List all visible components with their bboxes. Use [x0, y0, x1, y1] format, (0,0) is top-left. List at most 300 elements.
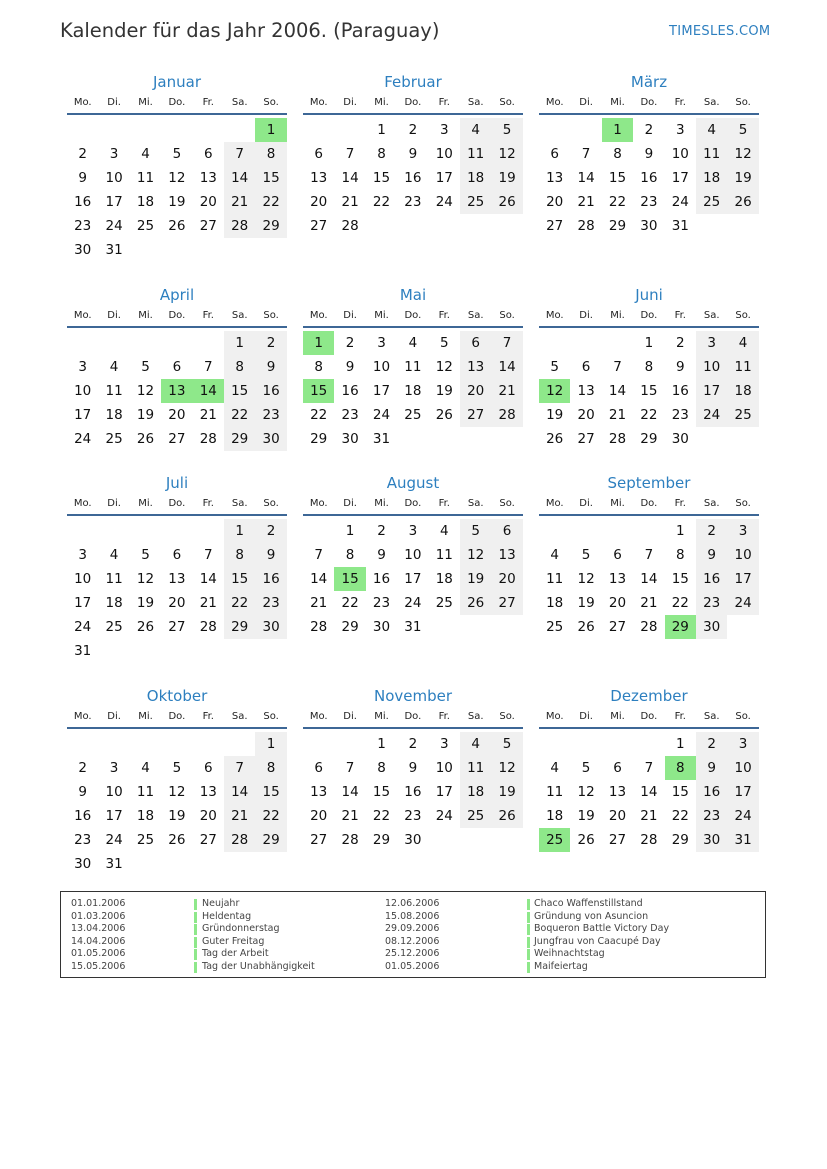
day-cell: 21 [199, 595, 217, 611]
day-cell: 17 [671, 170, 689, 186]
weekday-header: Sa. [467, 310, 484, 321]
day-cell: 7 [224, 756, 255, 780]
day-cell: 1 [377, 122, 386, 138]
day-cell: 28 [341, 832, 359, 848]
weekday-header: Mo. [545, 711, 564, 722]
day-cell: 15 [640, 383, 658, 399]
weekday-header: Fr. [438, 310, 450, 321]
day-cell: 9 [696, 756, 727, 780]
day-cell-holiday: 1 [303, 331, 334, 355]
day-cell: 21 [341, 194, 359, 210]
day-cell: 9 [408, 146, 418, 162]
month-rule [303, 113, 523, 115]
day-cell: 8 [644, 359, 654, 375]
holiday-marker [194, 962, 197, 973]
day-cell: 28 [640, 832, 658, 848]
day-cell: 31 [372, 431, 391, 447]
day-cell: 7 [314, 547, 323, 563]
day-cell: 26 [546, 431, 564, 447]
day-cell: 7 [345, 760, 355, 776]
day-cell: 4 [109, 547, 119, 563]
weekday-header: So. [263, 310, 279, 321]
day-cell: 24 [404, 595, 422, 611]
weekday-header: Sa. [231, 498, 248, 509]
holiday-name: Jungfrau von Caacupé Day [534, 935, 661, 947]
weekday-header: So. [735, 97, 751, 108]
month-rule [67, 113, 287, 115]
day-cell: 11 [136, 170, 155, 186]
day-cell: 19 [136, 407, 155, 423]
month-rule [67, 514, 287, 516]
day-cell: 2 [696, 732, 727, 756]
month-rule [303, 727, 523, 729]
holiday-name: Weihnachtstag [534, 948, 605, 959]
day-cell: 19 [577, 808, 595, 824]
holiday-date: 29.09.2006 [385, 923, 440, 934]
day-cell: 1 [224, 331, 255, 355]
day-cell: 17 [105, 194, 123, 210]
day-cell: 9 [696, 543, 727, 567]
day-cell: 10 [105, 784, 123, 800]
day-cell: 19 [460, 567, 491, 591]
day-cell: 19 [491, 780, 522, 804]
holiday-marker [194, 924, 197, 935]
weekday-header: So. [735, 310, 751, 321]
day-cell: 28 [577, 218, 595, 234]
day-cell: 25 [105, 619, 123, 635]
weekday-header: So. [499, 310, 515, 321]
day-cell: 24 [671, 194, 689, 210]
day-cell: 27 [168, 431, 186, 447]
day-cell: 26 [491, 190, 522, 214]
day-cell: 6 [550, 146, 559, 162]
day-cell: 5 [581, 547, 591, 563]
weekday-header: So. [735, 711, 751, 722]
day-cell: 16 [671, 383, 689, 399]
weekday-header: Di. [107, 310, 121, 321]
day-cell: 15 [372, 784, 391, 800]
weekday-header: Mo. [73, 711, 92, 722]
day-cell: 22 [640, 407, 658, 423]
holiday-date: 01.01.2006 [71, 898, 126, 909]
weekday-header: Sa. [467, 711, 484, 722]
day-cell: 30 [696, 615, 727, 639]
weekday-header: Do. [168, 97, 186, 108]
day-cell: 30 [671, 431, 689, 447]
weekday-header: Do. [640, 498, 658, 509]
day-cell: 25 [546, 619, 564, 635]
day-cell: 28 [199, 431, 217, 447]
day-cell: 16 [255, 379, 286, 403]
holiday-marker [194, 912, 197, 923]
day-cell: 14 [341, 170, 359, 186]
site-link[interactable]: TIMESLES.COM [669, 24, 771, 39]
month-name: Februar [384, 73, 442, 91]
weekday-header: Di. [579, 711, 593, 722]
holiday-date: 12.06.2006 [385, 898, 440, 909]
day-cell-holiday: 1 [602, 118, 633, 142]
day-cell: 15 [608, 170, 627, 186]
day-cell: 21 [310, 595, 328, 611]
day-cell: 10 [105, 170, 123, 186]
day-cell: 21 [224, 190, 255, 214]
day-cell: 13 [491, 543, 522, 567]
day-cell: 11 [460, 756, 491, 780]
day-cell: 2 [255, 331, 286, 355]
holiday-marker [527, 937, 530, 948]
weekday-header: Do. [168, 310, 186, 321]
day-cell: 9 [345, 359, 355, 375]
day-cell: 6 [172, 359, 182, 375]
day-cell: 26 [491, 804, 522, 828]
day-cell: 7 [345, 146, 355, 162]
weekday-header: Fr. [202, 711, 214, 722]
day-cell: 1 [675, 736, 685, 752]
day-cell: 18 [546, 808, 564, 824]
day-cell: 19 [136, 595, 155, 611]
day-cell: 15 [224, 567, 255, 591]
weekday-header: Mi. [610, 310, 625, 321]
month-rule [67, 727, 287, 729]
day-cell: 29 [341, 619, 359, 635]
day-cell: 2 [377, 523, 386, 539]
weekday-header: Sa. [703, 310, 720, 321]
day-cell: 7 [203, 547, 213, 563]
month-name: April [159, 286, 195, 304]
day-cell: 16 [404, 784, 422, 800]
day-cell: 12 [168, 784, 186, 800]
day-cell: 7 [613, 359, 622, 375]
day-cell-holiday: 15 [334, 567, 365, 591]
holiday-name: Heldentag [202, 910, 252, 922]
day-cell: 7 [203, 359, 213, 375]
day-cell: 13 [577, 383, 595, 399]
day-cell: 1 [644, 335, 654, 351]
day-cell: 8 [224, 543, 255, 567]
day-cell: 20 [577, 407, 595, 423]
month-name: November [373, 687, 453, 705]
day-cell: 5 [581, 760, 591, 776]
day-cell: 9 [377, 547, 386, 563]
day-cell: 18 [136, 194, 155, 210]
day-cell: 4 [460, 732, 491, 756]
day-cell: 12 [577, 571, 595, 587]
day-cell: 19 [491, 166, 522, 190]
day-cell: 31 [727, 828, 758, 852]
day-cell: 9 [255, 543, 286, 567]
day-cell: 23 [671, 407, 689, 423]
day-cell: 25 [696, 190, 727, 214]
day-cell: 22 [310, 407, 328, 423]
day-cell: 26 [577, 619, 595, 635]
weekday-header: Sa. [467, 498, 484, 509]
day-cell: 21 [640, 808, 658, 824]
day-cell: 21 [224, 804, 255, 828]
weekday-header: So. [263, 498, 279, 509]
day-cell: 19 [577, 595, 595, 611]
holiday-name: Tag der Unabhängigkeit [202, 960, 315, 972]
day-cell-holiday: 12 [539, 379, 570, 403]
day-cell: 7 [644, 760, 654, 776]
day-cell: 19 [168, 194, 186, 210]
weekday-header: Mi. [374, 97, 389, 108]
day-cell: 26 [435, 407, 453, 423]
day-cell: 13 [546, 170, 564, 186]
day-cell: 13 [199, 170, 217, 186]
day-cell: 17 [105, 808, 123, 824]
day-cell: 3 [109, 146, 119, 162]
holiday-name: Maifeiertag [534, 960, 588, 972]
day-cell-holiday: 14 [193, 379, 224, 403]
day-cell: 24 [105, 218, 123, 234]
day-cell: 30 [255, 427, 286, 451]
weekday-header: Di. [107, 711, 121, 722]
weekday-header: Di. [579, 498, 593, 509]
day-cell: 5 [439, 335, 449, 351]
day-cell: 10 [435, 146, 453, 162]
day-cell: 3 [78, 359, 87, 375]
weekday-header: Do. [168, 711, 186, 722]
day-cell: 5 [460, 519, 491, 543]
day-cell: 1 [377, 736, 386, 752]
day-cell: 31 [671, 218, 689, 234]
day-cell: 2 [345, 335, 355, 351]
day-cell: 31 [404, 619, 422, 635]
day-cell: 27 [168, 619, 186, 635]
day-cell-holiday: 1 [255, 118, 286, 142]
weekday-header: Di. [579, 310, 593, 321]
month-name: Oktober [146, 687, 208, 705]
month-name: Mai [399, 286, 427, 304]
day-cell: 9 [675, 359, 685, 375]
day-cell: 26 [168, 218, 186, 234]
month-name: August [386, 474, 440, 492]
weekday-header: Di. [343, 498, 357, 509]
day-cell: 17 [435, 170, 453, 186]
day-cell: 8 [345, 547, 355, 563]
weekday-header: Fr. [674, 498, 686, 509]
day-cell: 6 [460, 331, 491, 355]
day-cell: 23 [696, 591, 727, 615]
day-cell: 15 [255, 780, 286, 804]
month-name: März [630, 73, 668, 91]
day-cell: 18 [727, 379, 758, 403]
day-cell: 23 [74, 832, 92, 848]
day-cell: 20 [168, 595, 186, 611]
day-cell: 10 [74, 383, 92, 399]
day-cell: 12 [577, 784, 595, 800]
holiday-date: 08.12.2006 [385, 935, 440, 947]
weekday-header: Mi. [138, 711, 153, 722]
weekday-header: So. [499, 498, 515, 509]
day-cell: 24 [435, 808, 453, 824]
day-cell: 17 [696, 379, 727, 403]
holiday-name: Neujahr [202, 898, 240, 909]
day-cell: 22 [372, 194, 391, 210]
day-cell: 2 [255, 519, 286, 543]
day-cell: 4 [109, 359, 119, 375]
day-cell: 24 [696, 403, 727, 427]
weekday-header: Mo. [545, 498, 564, 509]
day-cell: 4 [141, 760, 150, 776]
weekday-header: Di. [343, 97, 357, 108]
weekday-header: Do. [404, 97, 422, 108]
weekday-header: Mo. [309, 97, 328, 108]
day-cell: 14 [577, 170, 595, 186]
day-cell: 28 [224, 214, 255, 238]
month-name: Juni [635, 286, 663, 304]
day-cell: 5 [141, 547, 150, 563]
day-cell: 7 [224, 142, 255, 166]
weekday-header: Mi. [374, 498, 389, 509]
day-cell: 20 [460, 379, 491, 403]
day-cell: 10 [435, 760, 453, 776]
day-cell: 6 [613, 547, 622, 563]
day-cell: 22 [224, 403, 255, 427]
day-cell: 27 [310, 832, 328, 848]
day-cell: 23 [372, 595, 391, 611]
day-cell-holiday: 8 [665, 756, 696, 780]
day-cell: 15 [372, 170, 391, 186]
day-cell: 27 [199, 218, 217, 234]
weekday-header: So. [735, 498, 751, 509]
day-cell: 27 [199, 832, 217, 848]
holiday-date: 01.05.2006 [71, 948, 126, 959]
day-cell: 6 [203, 146, 213, 162]
day-cell: 11 [435, 547, 453, 563]
day-cell: 30 [341, 431, 359, 447]
day-cell: 11 [546, 784, 564, 800]
day-cell: 26 [136, 431, 155, 447]
holiday-name: Gründonnerstag [202, 923, 280, 934]
day-cell: 6 [581, 359, 591, 375]
day-cell: 23 [404, 194, 422, 210]
day-cell: 10 [696, 355, 727, 379]
day-cell: 3 [439, 122, 449, 138]
day-cell: 22 [372, 808, 391, 824]
weekday-header: Di. [579, 97, 593, 108]
day-cell: 11 [105, 383, 123, 399]
holiday-marker [527, 899, 530, 910]
day-cell: 24 [74, 619, 92, 635]
month-rule [539, 514, 759, 516]
day-cell: 16 [341, 383, 359, 399]
day-cell: 31 [105, 856, 123, 872]
day-cell: 4 [696, 118, 727, 142]
month-rule [539, 326, 759, 328]
day-cell: 28 [310, 619, 328, 635]
day-cell: 27 [310, 218, 328, 234]
holiday-date: 13.04.2006 [71, 923, 126, 934]
holiday-marker [194, 899, 197, 910]
holiday-name: Boqueron Battle Victory Day [534, 923, 670, 934]
day-cell: 22 [255, 190, 286, 214]
day-cell: 28 [640, 619, 658, 635]
weekday-header: Fr. [202, 97, 214, 108]
day-cell: 3 [408, 523, 418, 539]
day-cell: 26 [168, 832, 186, 848]
month-name: Juli [165, 474, 189, 492]
day-cell: 23 [404, 808, 422, 824]
day-cell: 10 [727, 543, 758, 567]
day-cell: 30 [74, 242, 92, 258]
day-cell: 5 [491, 118, 522, 142]
day-cell: 4 [727, 331, 758, 355]
day-cell: 12 [727, 142, 758, 166]
day-cell: 17 [404, 571, 422, 587]
weekday-header: Do. [404, 711, 422, 722]
day-cell: 25 [460, 804, 491, 828]
day-cell: 12 [435, 359, 453, 375]
day-cell: 15 [255, 166, 286, 190]
weekday-header: Sa. [703, 498, 720, 509]
day-cell: 17 [435, 784, 453, 800]
day-cell: 6 [314, 146, 323, 162]
weekday-header: Fr. [202, 498, 214, 509]
day-cell: 22 [671, 595, 689, 611]
day-cell: 16 [255, 567, 286, 591]
weekday-header: Mi. [138, 97, 153, 108]
day-cell: 12 [168, 170, 186, 186]
day-cell: 27 [608, 619, 627, 635]
day-cell: 5 [172, 146, 182, 162]
day-cell: 30 [404, 832, 422, 848]
weekday-header: Fr. [438, 711, 450, 722]
day-cell: 13 [310, 784, 328, 800]
holiday-marker [527, 962, 530, 973]
weekday-header: Mi. [610, 97, 625, 108]
day-cell: 3 [109, 760, 119, 776]
day-cell: 15 [671, 784, 689, 800]
day-cell: 9 [255, 355, 286, 379]
holiday-marker [194, 949, 197, 960]
day-cell: 21 [491, 379, 522, 403]
day-cell: 13 [199, 784, 217, 800]
weekday-header: Di. [343, 310, 357, 321]
day-cell: 11 [404, 359, 422, 375]
day-cell: 11 [136, 784, 155, 800]
day-cell: 16 [696, 780, 727, 804]
day-cell: 18 [435, 571, 453, 587]
day-cell: 23 [696, 804, 727, 828]
day-cell: 24 [105, 832, 123, 848]
day-cell: 10 [372, 359, 391, 375]
day-cell: 20 [491, 567, 522, 591]
day-cell: 5 [727, 118, 758, 142]
weekday-header: Sa. [703, 97, 720, 108]
weekday-header: Mi. [138, 310, 153, 321]
day-cell: 14 [199, 571, 217, 587]
day-cell: 12 [491, 142, 522, 166]
day-cell: 18 [105, 595, 123, 611]
day-cell: 29 [224, 615, 255, 639]
holiday-marker [527, 912, 530, 923]
day-cell: 10 [404, 547, 422, 563]
day-cell: 11 [460, 142, 491, 166]
day-cell: 14 [491, 355, 522, 379]
day-cell: 3 [727, 732, 758, 756]
day-cell: 22 [224, 591, 255, 615]
day-cell: 24 [435, 194, 453, 210]
day-cell: 28 [341, 218, 359, 234]
day-cell: 8 [377, 146, 386, 162]
day-cell: 24 [372, 407, 391, 423]
day-cell: 20 [608, 595, 627, 611]
day-cell: 13 [168, 571, 186, 587]
day-cell: 21 [199, 407, 217, 423]
weekday-header: Fr. [674, 97, 686, 108]
day-cell: 4 [550, 760, 559, 776]
